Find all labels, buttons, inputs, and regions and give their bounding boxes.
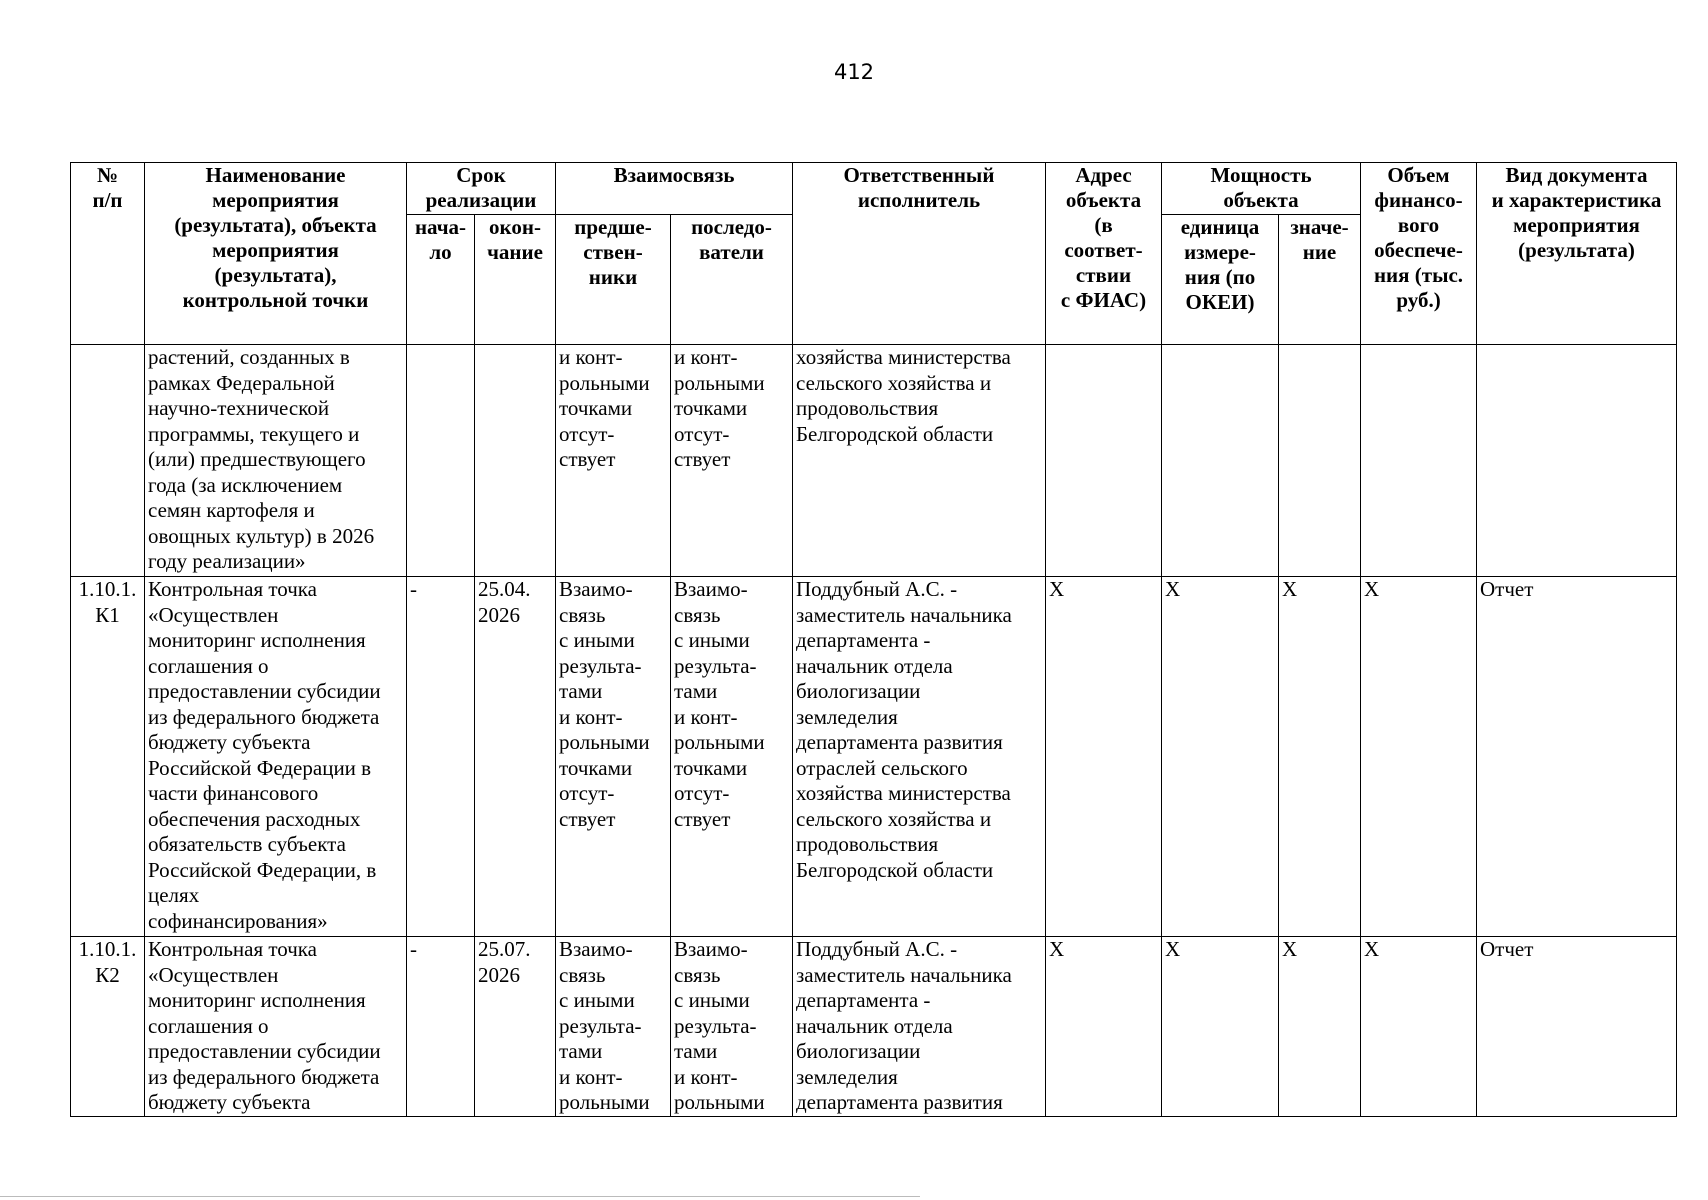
cell-doc: Отчет bbox=[1477, 937, 1677, 1117]
cell-finance: X bbox=[1361, 937, 1477, 1117]
activities-table bbox=[70, 162, 1677, 1117]
cell-start: - bbox=[407, 937, 475, 1117]
header-rel-next: последо- ватели bbox=[671, 215, 793, 345]
header-cap-unit: единица измере- ния (по ОКЕИ) bbox=[1162, 215, 1279, 345]
footer-divider bbox=[0, 1196, 920, 1197]
cell-responsible: Поддубный А.С. - заместитель начальника департамента - начальник отдела биологизации земледелия департамента развития отраслей сельского хозяйства министерства сельского хозяйства и продовольствия Белгородской области bbox=[793, 577, 1046, 937]
cell-doc: Отчет bbox=[1477, 577, 1677, 937]
cell-next: и конт- рольными точками отсут- ствует bbox=[671, 345, 793, 577]
cell-pred: Взаимо- связь с иными результа- тами и конт- рольными точками отсут- ствует bbox=[556, 577, 671, 937]
page-number: 412 bbox=[833, 60, 875, 84]
header-capacity: Мощность объекта bbox=[1162, 163, 1361, 215]
cell-num: 1.10.1. К1 bbox=[71, 577, 145, 937]
table-row bbox=[71, 937, 1677, 1117]
cell-next: Взаимо- связь с иными результа- тами и конт- рольными bbox=[671, 937, 793, 1117]
cell-responsible: хозяйства министерства сельского хозяйства и продовольствия Белгородской области bbox=[793, 345, 1046, 577]
header-term-end: окон- чание bbox=[475, 215, 556, 345]
header-rel-pred: предше- ствен- ники bbox=[556, 215, 671, 345]
table-row bbox=[71, 345, 1677, 577]
table-row bbox=[71, 577, 1677, 937]
header-term: Срок реализации bbox=[407, 163, 556, 215]
header-relation: Взаимосвязь bbox=[556, 163, 793, 215]
cell-value bbox=[1279, 345, 1361, 577]
cell-doc bbox=[1477, 345, 1677, 577]
header-address: Адрес объекта (в соответ- ствии с ФИАС) bbox=[1046, 163, 1162, 345]
cell-end: 25.04. 2026 bbox=[475, 577, 556, 937]
cell-unit bbox=[1162, 345, 1279, 577]
cell-start bbox=[407, 345, 475, 577]
cell-unit: X bbox=[1162, 937, 1279, 1117]
header-num: № п/п bbox=[71, 163, 145, 345]
header-doc-type: Вид документа и характеристика мероприятия (результата) bbox=[1477, 163, 1677, 345]
cell-name: растений, созданных в рамках Федеральной научно-технической программы, текущего и (или) предшествующего года (за исключением семян картофеля и овощных культур) в 2026 году реализации» bbox=[145, 345, 407, 577]
cell-start: - bbox=[407, 577, 475, 937]
cell-pred: Взаимо- связь с иными результа- тами и конт- рольными bbox=[556, 937, 671, 1117]
cell-address: X bbox=[1046, 577, 1162, 937]
cell-name: Контрольная точка «Осуществлен мониторинг исполнения соглашения о предоставлении субсидии из федерального бюджета бюджету субъекта Российской Федерации в части финансового обеспечения расходных обязательств субъекта Российской Федерации, в целях софинансирования» bbox=[145, 577, 407, 937]
cell-unit: X bbox=[1162, 577, 1279, 937]
cell-value: X bbox=[1279, 937, 1361, 1117]
cell-end bbox=[475, 345, 556, 577]
cell-next: Взаимо- связь с иными результа- тами и конт- рольными точками отсут- ствует bbox=[671, 577, 793, 937]
header-name: Наименование мероприятия (результата), объекта мероприятия (результата), контрольной точки bbox=[145, 163, 407, 345]
cell-address: X bbox=[1046, 937, 1162, 1117]
cell-name: Контрольная точка «Осуществлен мониторинг исполнения соглашения о предоставлении субсидии из федерального бюджета бюджету субъекта bbox=[145, 937, 407, 1117]
cell-value: X bbox=[1279, 577, 1361, 937]
cell-num bbox=[71, 345, 145, 577]
cell-responsible: Поддубный А.С. - заместитель начальника департамента - начальник отдела биологизации земледелия департамента развития bbox=[793, 937, 1046, 1117]
header-cap-value: значе- ние bbox=[1279, 215, 1361, 345]
cell-num: 1.10.1. К2 bbox=[71, 937, 145, 1117]
cell-end: 25.07. 2026 bbox=[475, 937, 556, 1117]
cell-finance bbox=[1361, 345, 1477, 577]
cell-finance: X bbox=[1361, 577, 1477, 937]
header-finance: Объем финансо- вого обеспече- ния (тыс. руб.) bbox=[1361, 163, 1477, 345]
cell-pred: и конт- рольными точками отсут- ствует bbox=[556, 345, 671, 577]
header-responsible: Ответственный исполнитель bbox=[793, 163, 1046, 345]
cell-address bbox=[1046, 345, 1162, 577]
header-term-start: нача- ло bbox=[407, 215, 475, 345]
